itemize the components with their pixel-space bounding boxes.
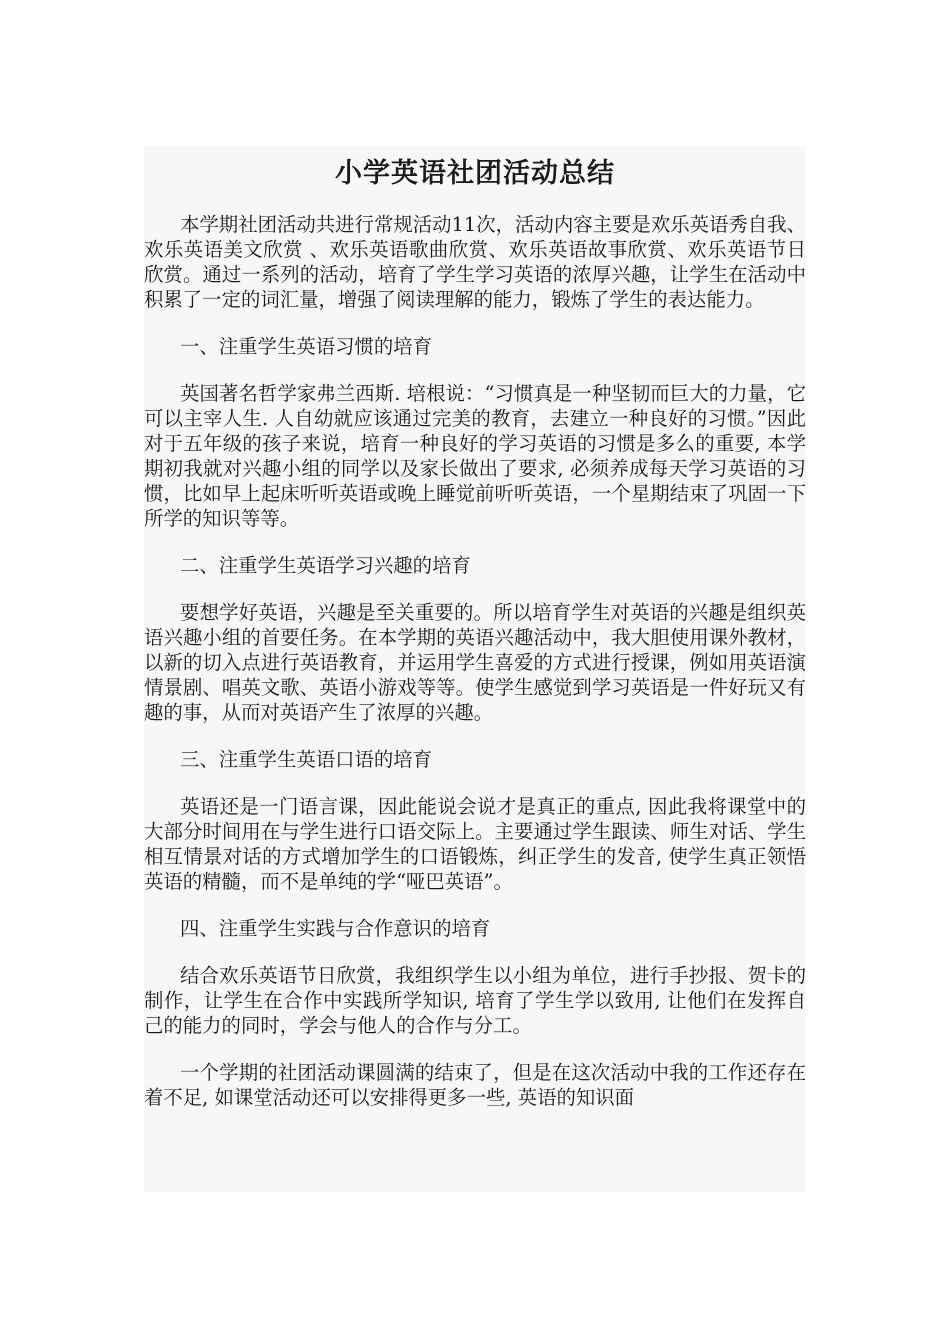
section-4-body: 结合欢乐英语节日欣赏，我组织学生以小组为单位，进行手抄报、贺卡的制作，让学生在合作中实践所学知识, 培育了学生学以致用, 让他们在发挥自己的能力的同时，学会与他人的合作与分工。 xyxy=(144,964,806,1037)
section-2-heading: 二、注重学生英语学习兴趣的培育 xyxy=(180,554,471,577)
section-2-body: 要想学好英语，兴趣是至关重要的。所以培育学生对英语的兴趣是组织英语兴趣小组的首要任务。在本学期的英语兴趣活动中，我大胆使用课外教材，以新的切入点进行英语教育，并运用学生喜爱的方式进行授课，例如用英语演情景剧、唱英文歌、英语小游戏等等。使学生感觉到学习英语是一件好玩又有趣的事，从而对英语产生了浓厚的兴趣。 xyxy=(144,601,806,724)
closing-paragraph: 一个学期的社团活动课圆满的结束了，但是在这次活动中我的工作还存在着不足, 如课堂活动还可以安排得更多一些, 英语的知识面 xyxy=(144,1061,806,1109)
section-1-heading: 一、注重学生英语习惯的培育 xyxy=(180,335,433,358)
document-page xyxy=(144,146,806,1192)
section-4-heading: 四、注重学生实践与合作意识的培育 xyxy=(180,917,491,940)
section-3-heading: 三、注重学生英语口语的培育 xyxy=(180,748,433,771)
section-3-body: 英语还是一门语言课，因此能说会说才是真正的重点, 因此我将课堂中的大部分时间用在与学生进行口语交际上。主要通过学生跟读、师生对话、学生相互情景对话的方式增加学生的口语锻炼，纠正学生的发音, 使学生真正领悟英语的精髓，而不是单纯的学“哑巴英语”。 xyxy=(144,795,806,893)
document-title: 小学英语社团活动总结 xyxy=(335,158,615,189)
intro-paragraph: 本学期社团活动共进行常规活动11次，活动内容主要是欢乐英语秀自我、欢乐英语美文欣赏 、欢乐英语歌曲欣赏、欢乐英语故事欣赏、欢乐英语节日欣赏。通过一系列的活动，培育了学生学习英语的浓厚兴趣，让学生在活动中积累了一定的词汇量，增强了阅读理解的能力，锻炼了学生的表达能力。 xyxy=(144,213,806,311)
section-1-body: 英国著名哲学家弗兰西斯. 培根说：“习惯真是一种坚韧而巨大的力量，它可以主宰人生. 人自幼就应该通过完美的教育，去建立一种良好的习惯。”因此对于五年级的孩子来说，培育一种良好的学习英语的习惯是多么的重要, 本学期初我就对兴趣小组的同学以及家长做出了要求, 必须养成每天学习英语的习惯，比如早上起床听听英语或晚上睡觉前听听英语，一个星期结束了巩固一下所学的知识等等。 xyxy=(144,382,806,530)
